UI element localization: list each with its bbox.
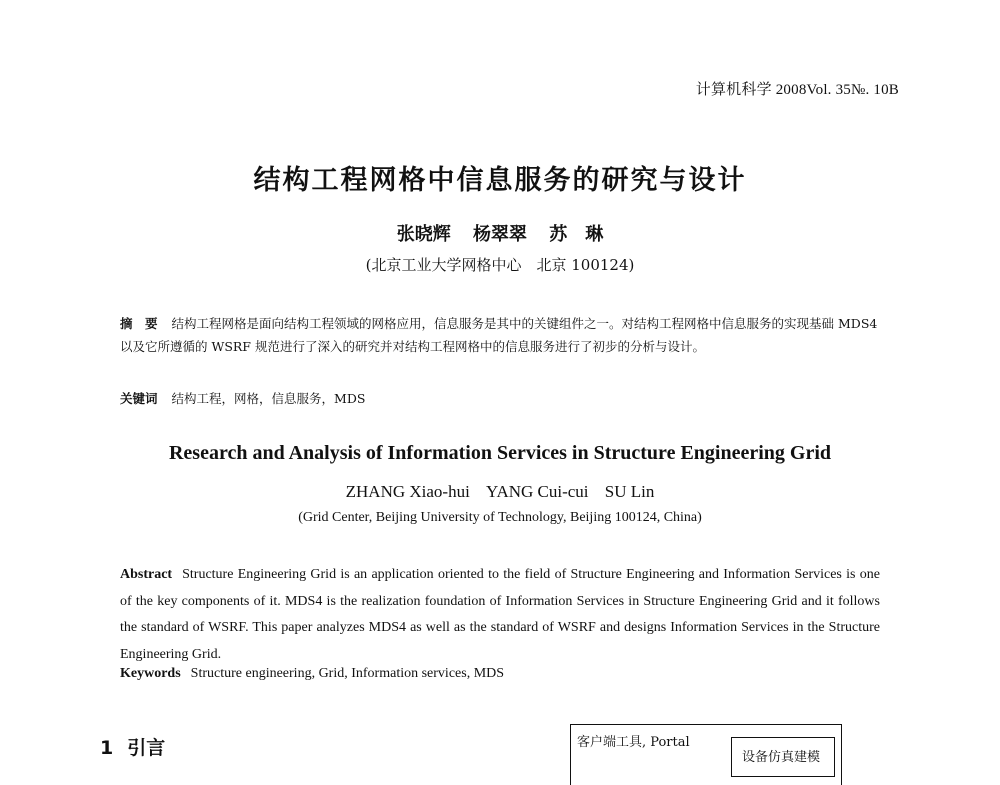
author-3: 苏 琳 xyxy=(549,224,604,245)
chinese-keywords-text: 结构工程，网格，信息服务，MDS xyxy=(171,391,366,406)
author-1: 张晓辉 xyxy=(396,224,451,245)
author-en-3: SU Lin xyxy=(604,482,655,501)
english-abstract-label: Abstract xyxy=(120,567,173,582)
figure-client-tools-box: 客户端工具, Portal xyxy=(577,735,690,750)
author-2: 杨翠翠 xyxy=(473,224,527,245)
english-affiliation: (Grid Center, Beijing University of Technology, Beijing 100124, China) xyxy=(298,510,702,525)
section-title: 引言 xyxy=(127,737,166,759)
chinese-authors xyxy=(0,220,1000,246)
chinese-title: 结构工程网格中信息服务的研究与设计 xyxy=(253,165,747,196)
architecture-figure-fragment xyxy=(570,724,842,785)
english-abstract xyxy=(120,562,880,668)
english-abstract-text: Structure Engineering Grid is an application oriented to the field of Structure Engineering and Information Services is one of the key components of it. MDS4 is the realization foundation of Information Services in Structure Engineering Grid and it follows the standard of WSRF. This paper analyzes MDS4 as well as the standard of WSRF and designs Information Services in the Structure Engineering Grid. xyxy=(120,567,880,662)
section-heading xyxy=(100,733,165,760)
english-keywords-text: Structure engineering, Grid, Information services, MDS xyxy=(190,666,505,681)
chinese-abstract-label: 摘 要 xyxy=(120,316,158,331)
section-number: 1 xyxy=(100,737,114,759)
chinese-keywords xyxy=(120,389,880,407)
english-keywords-label: Keywords xyxy=(120,666,181,681)
chinese-abstract xyxy=(120,312,880,358)
journal-header: 计算机科学 2008Vol. 35№. 10B xyxy=(695,82,899,98)
figure-device-sim-box: 设备仿真建模 xyxy=(731,737,835,777)
english-authors xyxy=(0,482,1000,502)
chinese-abstract-text: 结构工程网格是面向结构工程领域的网格应用，信息服务是其中的关键组件之一。对结构工程网格中信息服务的实现基础 MDS4 以及它所遵循的 WSRF 规范进行了深入的研究并对结构工程网格中的信息服务进行了初步的分析与设计。 xyxy=(120,316,878,354)
chinese-keywords-label: 关键词 xyxy=(120,391,158,406)
english-keywords xyxy=(120,666,880,682)
english-title: Research and Analysis of Information Services in Structure Engineering Grid xyxy=(168,442,832,464)
author-en-1: ZHANG Xiao-hui xyxy=(345,482,470,501)
chinese-affiliation: (北京工业大学网格中心 北京 100124) xyxy=(365,256,635,274)
author-en-2: YANG Cui-cui xyxy=(486,482,589,501)
